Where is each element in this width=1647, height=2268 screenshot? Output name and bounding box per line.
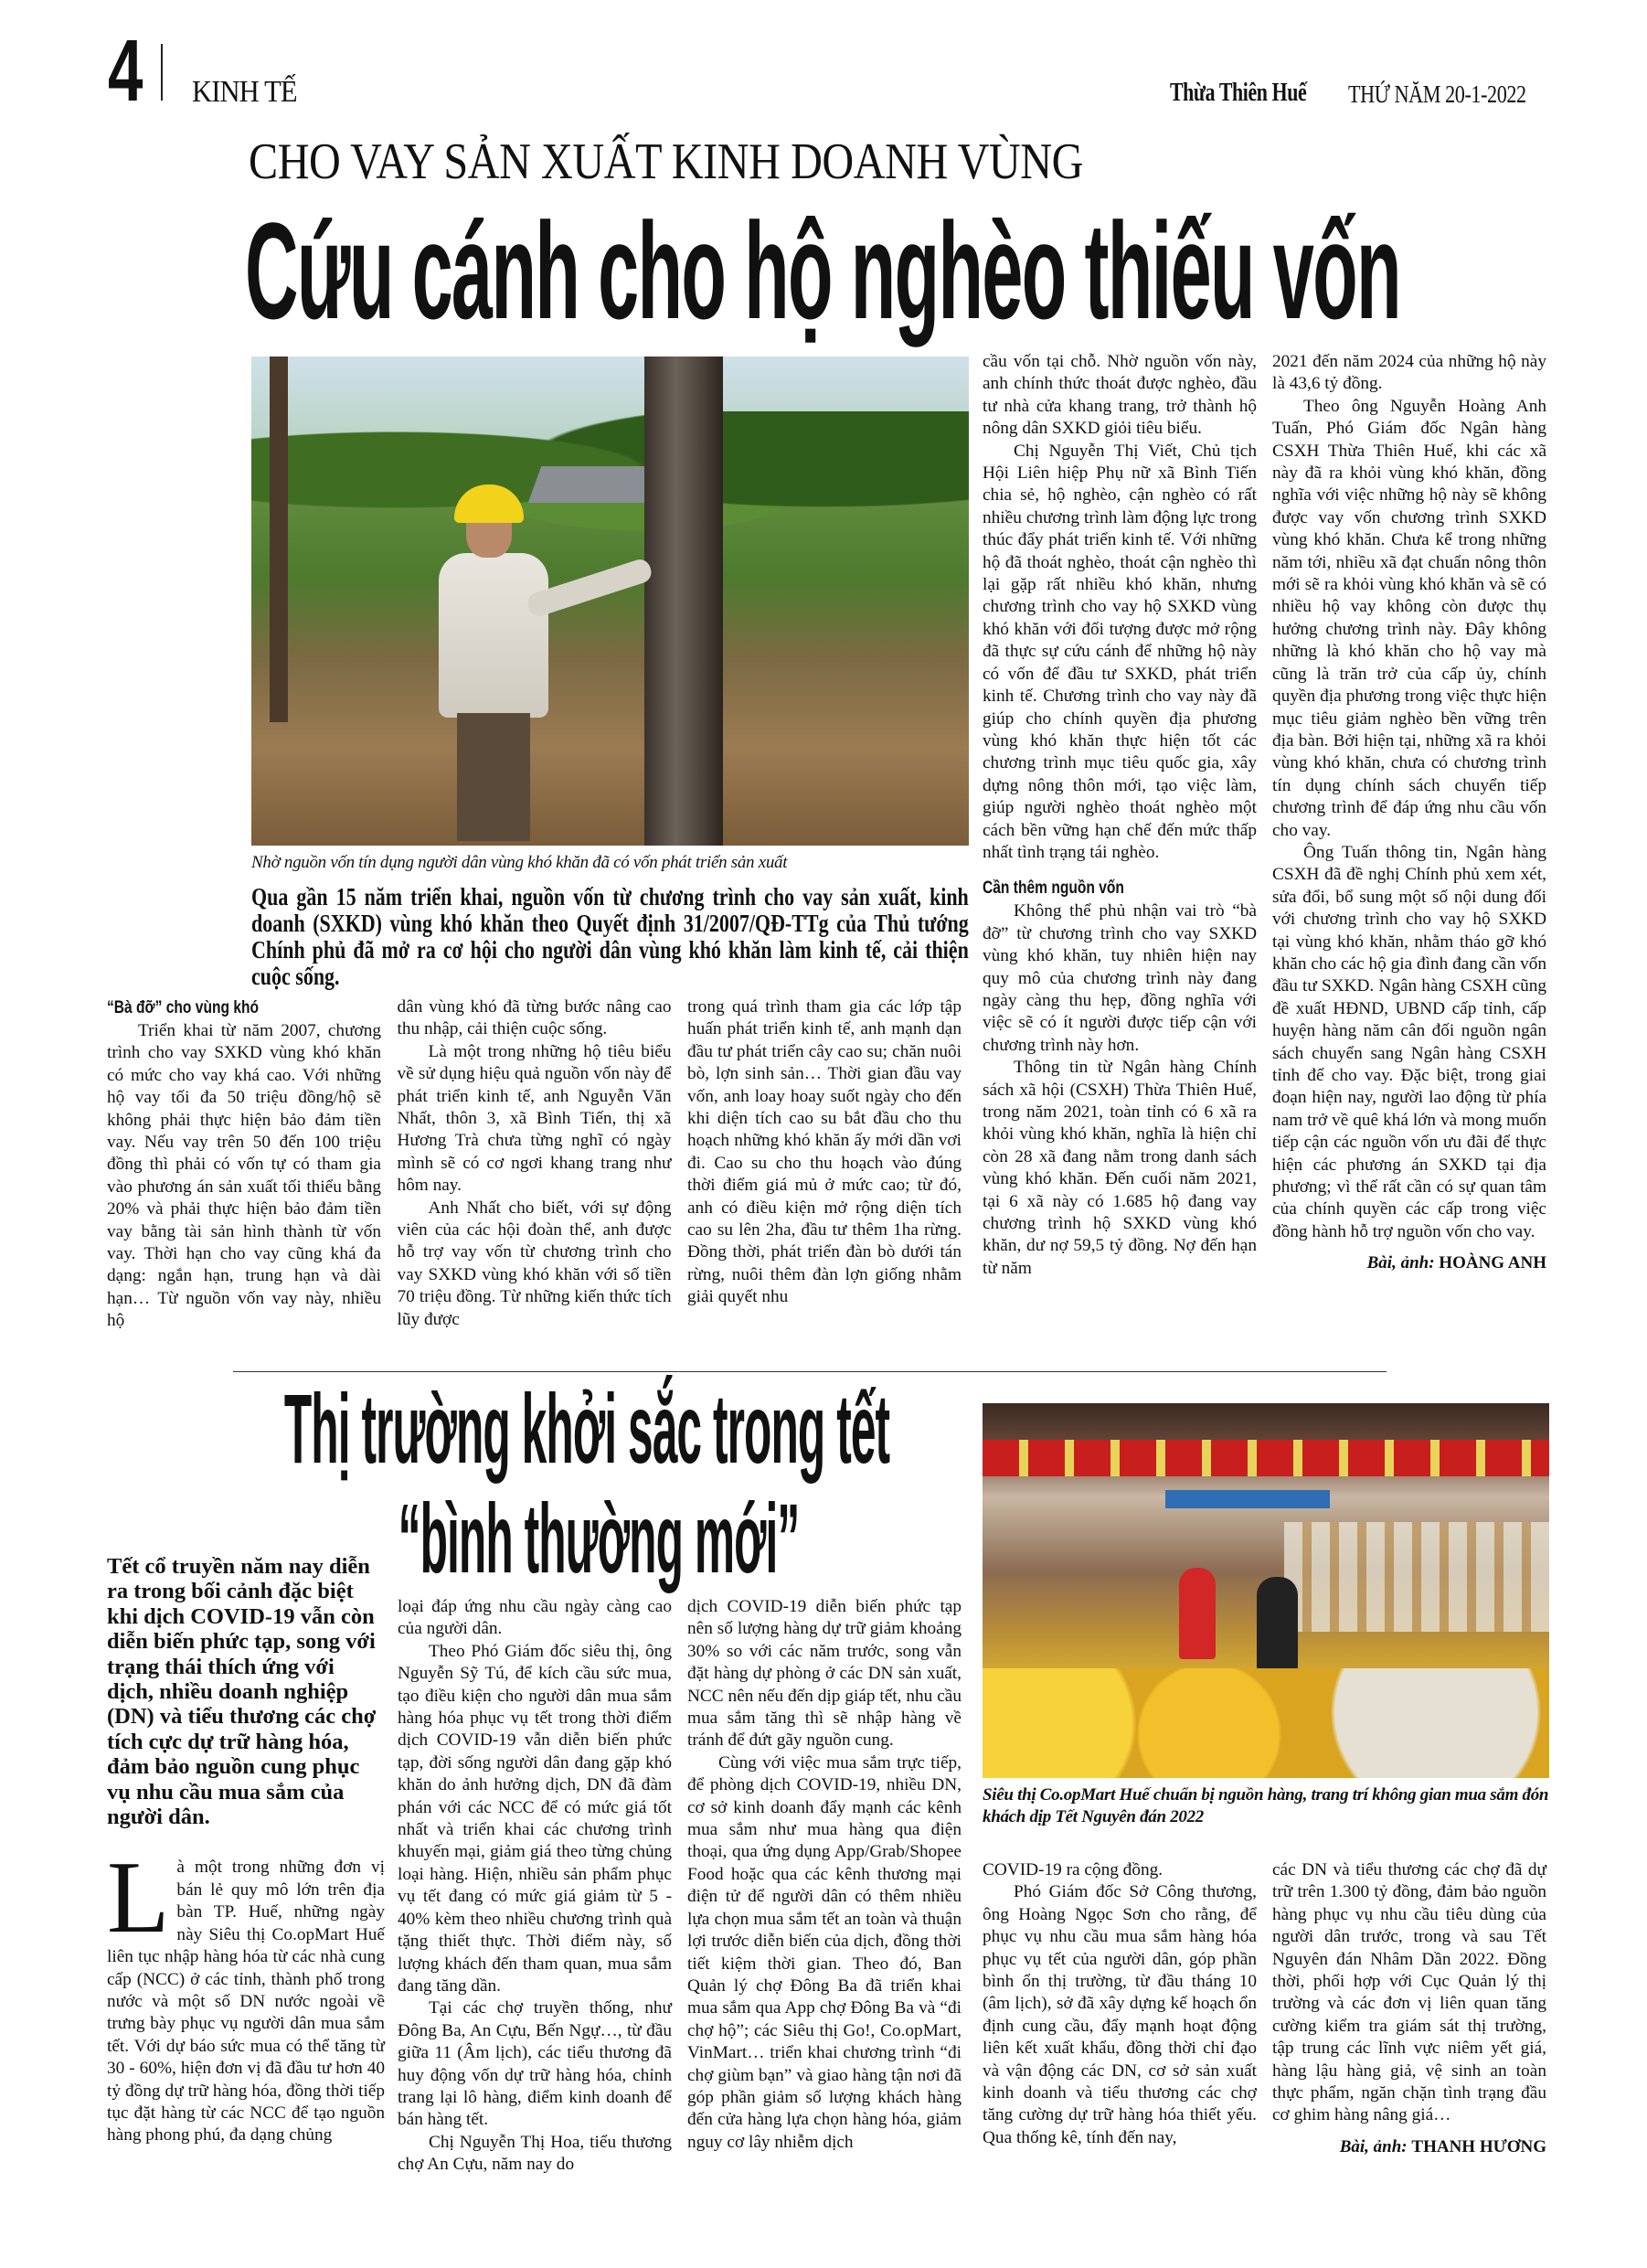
- store-sign: [1165, 1490, 1330, 1508]
- article2-column-3: [687, 1596, 962, 2154]
- page-number: 4: [108, 22, 143, 120]
- drop-cap: L: [107, 1841, 170, 1955]
- article1-photo: [251, 357, 969, 846]
- paragraph: Thông tin từ Ngân hàng Chính sách xã hội (CSXH) Thừa Thiên Huế, trong năm 2021, toàn tỉnh có 6 xã ra khỏi vùng khó khăn, nghĩa là hiện chỉ còn 28 xã đang nằm trong danh sách vùng khó khăn. Đến cuối năm 2021, tại 6 xã này có 1.685 hộ đang vay chương trình hộ SXKD vùng khó khăn, dư nợ 59,5 tỷ đồng. Nợ đến hạn từ năm: [983, 1058, 1257, 1278]
- paragraph: Theo ông Nguyễn Hoàng Anh Tuấn, Phó Giám đốc Ngân hàng CSXH Thừa Thiên Huế, khi các xã này đã ra khỏi vùng khó khăn, đồng nghĩa với việc những hộ này sẽ không được vay vốn chương trình SXKD vùng khó khăn. Chưa kể trong những năm tới, nhiều xã đạt chuẩn nông thôn mới sẽ ra khỏi vùng khó khăn và sẽ có nhiều hộ vay không còn được thụ hưởng chương trình này. Đây không những là khó khăn cho hộ vay mà cũng là trăn trở của cấp ủy, chính quyền địa phương trong việc thực hiện mục tiêu giảm nghèo bền vững trên địa bàn. Bởi hiện tại, những xã ra khỏi vùng khó khăn, chưa có chương trình tín dụng chính sách chuyển tiếp chương trình để đáp ứng nhu cầu vốn cho vay.: [1272, 396, 1546, 840]
- section-name: KINH TẾ: [192, 75, 297, 109]
- article1-column-2: [398, 996, 672, 1333]
- article2-column-5: [1272, 1859, 1546, 2158]
- shopper-red: [1179, 1568, 1216, 1659]
- paragraph: Phó Giám đốc Sở Công thương, ông Hoàng Ngọc Sơn cho rằng, để phục vụ nhu cầu mua sắm hàng hóa phục vụ tết của người dân, góp phần bình ổn thị trường, từ đầu tháng 10 (âm lịch), sở đã xây dựng kế hoạch ổn định cung cầu, đẩy mạnh hoạt động liên kết xuất khẩu, đồng thời chỉ đạo và vận động các DN, cơ sở sản xuất kinh doanh và tiểu thương các chợ tăng cường dự trữ hàng hóa thiết yếu. Qua thống kê, tính đến nay,: [983, 1882, 1257, 2147]
- article1-headline: Cứu cánh cho hộ nghèo thiếu vốn: [245, 194, 1400, 347]
- article1-byline: [1272, 1252, 1546, 1274]
- rubber-tree-trunk: [644, 357, 723, 846]
- masthead-logo: Thừa Thiên Huế: [1170, 79, 1307, 107]
- article2-photo-caption: Siêu thị Co.opMart Huế chuẩn bị nguồn hàng, trang trí không gian mua sắm đón khách dịp Tết Nguyên đán 2022: [983, 1785, 1549, 1826]
- thin-tree: [270, 357, 288, 722]
- paragraph: Tại các chợ truyền thống, như Đông Ba, An Cựu, Bến Ngự…, từ đầu giữa 11 (Âm lịch), các tiểu thương đã huy động vốn dự trữ hàng hóa, chỉnh trang lại lô hàng, điểm kinh doanh để bán hàng tết.: [398, 1998, 672, 2130]
- article1-column-4: [983, 351, 1257, 1280]
- article1-lead: Qua gần 15 năm triển khai, nguồn vốn từ chương trình cho vay sản xuất, kinh doanh (SXKD) vùng khó khăn theo Quyết định 31/2007/QĐ-TTg của Thủ tướng Chính phủ đã mở ra cơ hội cho người dân vùng khó khăn làm kinh tế, cải thiện cuộc sống.: [251, 882, 969, 990]
- subheading: Cần thêm nguồn vốn: [983, 878, 1124, 899]
- article2-headline-line2: “bình thường mới”: [398, 1483, 800, 1593]
- paragraph: Chị Nguyễn Thị Hoa, tiểu thương chợ An Cựu, năm nay do: [398, 2132, 672, 2175]
- article1-photo-caption: Nhờ nguồn vốn tín dụng người dân vùng khó khăn đã có vốn phát triển sản xuất: [251, 853, 788, 872]
- shopper-dark: [1257, 1577, 1298, 1677]
- paragraph: cầu vốn tại chỗ. Nhờ nguồn vốn này, anh chính thức thoát được nghèo, đầu tư nhà cửa khang trang, trở thành hộ nông dân SXKD giỏi tiêu biểu.: [983, 352, 1257, 439]
- article2-headline-line1: Thị trường khởi sắc trong tết: [283, 1373, 890, 1484]
- red-banner: [983, 1440, 1549, 1476]
- fruit-display: [983, 1668, 1549, 1778]
- article1-column-1: [107, 996, 381, 1333]
- header-divider: [161, 44, 163, 101]
- article1-lower-block: [107, 882, 969, 1333]
- worker-legs: [457, 713, 530, 841]
- paragraph: [107, 1841, 385, 2146]
- article2-lead: Tết cổ truyền năm nay diễn ra trong bối cảnh đặc biệt khi dịch COVID-19 vẫn còn diễn biến phức tạp, song với trạng thái thích ứng với dịch, nhiều doanh nghiệp (DN) và tiểu thương các chợ tích cực dự trữ hàng hóa, đảm bảo nguồn cung phục vụ nhu cầu mua sắm của người dân.: [107, 1554, 377, 1830]
- byline-author: HOÀNG ANH: [1439, 1253, 1546, 1273]
- paragraph: các DN và tiểu thương các chợ đã dự trữ trên 1.300 tỷ đồng, đảm bảo nguồn hàng phục vụ nhu cầu tiêu dùng của người dân trước, trong và sau Tết Nguyên đán Nhâm Dần 2022. Đồng thời, phối hợp với Cục Quản lý thị trường và các đơn vị liên quan tăng cường kiểm tra giám sát thị trường, tập trung các lĩnh vực niêm yết giá, hàng lậu hàng giả, vệ sinh an toàn thực phẩm, ngăn chặn tình trạng đầu cơ ghim hàng nâng giá…: [1272, 1860, 1546, 2125]
- paragraph: COVID-19 ra cộng đồng.: [983, 1860, 1164, 1879]
- article2-photo: [983, 1403, 1549, 1778]
- byline-label: Bài, ảnh:: [1366, 1253, 1435, 1273]
- article2-byline: [1272, 2136, 1546, 2158]
- paragraph: Là một trong những hộ tiêu biểu về sử dụng hiệu quả nguồn vốn này để phát triển kinh tế, anh Nguyễn Văn Nhất, thôn 3, xã Bình Tiến, thị xã Hương Trà chưa từng nghĩ có ngày mình sẽ có cơ ngơi khang trang như hôm nay.: [397, 1041, 672, 1196]
- article1-column-3: [687, 996, 962, 1333]
- article2-left-block: [107, 1554, 385, 2147]
- worker-body: [439, 553, 548, 718]
- paragraph: loại đáp ứng nhu cầu ngày càng cao của người dân.: [398, 1597, 672, 1639]
- paragraph: Triển khai từ năm 2007, chương trình cho vay SXKD vùng khó khăn có mức cho vay khá cao. Với những hộ vay tối đa 50 triệu đồng/hộ sẽ không phải thực hiện bảo đảm tiền vay. Nếu vay trên 50 đến 100 triệu đồng thì phải có vốn tự có tham gia vào phương án sản xuất tối thiểu bằng 20% và phải thực hiện bảo đảm tiền vay bằng tài sản hình thành từ vốn vay. Thời hạn cho vay cũng khá đa dạng: ngắn hạn, trung hạn và dài hạn… Từ nguồn vốn vay này, nhiều hộ: [107, 1021, 381, 1331]
- paragraph: Anh Nhất cho biết, với sự động viên của các hội đoàn thể, anh được hỗ trợ vay vốn từ chương trình cho vay SXKD vùng khó khăn với số tiền 70 triệu đồng. Từ những kiến thức tích lũy được: [397, 1198, 672, 1329]
- shelf-goods: [1284, 1522, 1549, 1632]
- article2-column-1: [107, 1841, 385, 2146]
- paragraph: Chị Nguyễn Thị Viết, Chủ tịch Hội Liên hiệp Phụ nữ xã Bình Tiến chia sẻ, hộ nghèo, cận nghèo có rất nhiều chương trình làm động lực trong thúc đẩy phát triển kinh tế. Với những hộ đã thoát nghèo, thoát cận nghèo thì lại gặp rất nhiều khó khăn, nhưng chương trình cho vay hộ SXKD vùng khó khăn với đối tượng được mở rộng đã thực sự cứu cánh để những hộ này có vốn để đầu tư SXKD, phát triển kinh tế. Chương trình cho vay này đã giúp cho chính quyền địa phương vùng khó khăn thực hiện tốt các chương trình mục tiêu quốc gia, xây dựng nông thôn mới, tạo việc làm, giúp người nghèo thoát nghèo một cách bền vững hạn chế đến mức thấp nhất tình trạng tái nghèo.: [983, 441, 1257, 862]
- byline-author: THANH HƯƠNG: [1411, 2136, 1546, 2156]
- paragraph: Không thể phủ nhận vai trò “bà đỡ” từ chương trình cho vay SXKD vùng khó khăn, tuy nhiên hiện nay quy mô của chương trình này đang ngày càng thu hẹp, đồng nghĩa với việc sẽ có ít người được tiếp cận với chương trình này hơn.: [983, 901, 1257, 1055]
- byline-label: Bài, ảnh:: [1339, 2136, 1408, 2156]
- paragraph: Theo Phó Giám đốc siêu thị, ông Nguyễn Sỹ Tú, để kích cầu sức mua, tạo điều kiện cho người dân mua sắm hàng hóa phục vụ tết trong thời điểm dịch COVID-19 vẫn diễn biến phức tạp, đời sống người dân đang gặp khó khăn do ảnh hưởng dịch, DN đã đàm phán với các NCC để có mức giá tốt nhất và triển khai các chương trình khuyến mại, giảm giá theo từng chủng loại hàng. Hiện, nhiều sản phẩm phục vụ tết đang có mức giá giảm từ 5 - 40% kèm theo nhiều chương trình quà tặng thiết thực. Thời điểm này, số lượng khách đến tham quan, mua sắm đang tăng dần.: [398, 1641, 672, 1996]
- article2-column-2: [398, 1596, 672, 2177]
- subheading: “Bà đỡ” cho vùng khó: [107, 998, 260, 1017]
- paragraph-text: à một trong những đơn vị bán lẻ quy mô lớn trên địa bàn TP. Huế, những ngày này Siêu thị Co.opMart Huế liên tục nhập hàng hóa từ các nhà cung cấp (NCC) ở các tỉnh, thành phố trong nước và một số DN nước ngoài về trưng bày phục vụ người dân mua sắm tết. Với dự báo sức mua có thể tăng từ 30 - 60%, hiện đơn vị đã đầu tư hơn 40 tỷ đồng dự trữ hàng hóa, đồng thời tiếp tục đặt hàng từ các NCC để tạo nguồn hàng phong phú, đa dạng chủng: [107, 1858, 385, 2146]
- article1-column-5: [1272, 351, 1546, 1274]
- article1-lower-columns: [107, 996, 966, 1333]
- article1-kicker: CHO VAY SẢN XUẤT KINH DOANH VÙNG: [249, 133, 1083, 190]
- article2-column-4: [983, 1859, 1257, 2149]
- paragraph: Ông Tuấn thông tin, Ngân hàng CSXH đã đề nghị Chính phủ xem xét, sửa đổi, bổ sung một số nội dung đối với chương trình cho vay hộ SXKD tại vùng khó khăn, nhằm tháo gỡ khó khăn cho các hộ gia đình đang cần vốn đầu tư SXKD. Ngân hàng CSXH cũng đề xuất HĐND, UBND cấp tỉnh, cấp huyện hàng năm cân đối nguồn ngân sách chuyển sang Ngân hàng CSXH tỉnh để cho vay. Đặc biệt, trong giai đoạn hiện nay, người lao động từ phía nam trở về quê khá lớn và mong muốn tiếp cận các nguồn vốn ưu đãi để thực hiện các phương án SXKD tại địa phương; vì thế rất cần có sự quan tâm của chính quyền các cấp trong việc đồng hành hỗ trợ nguồn vốn cho vay.: [1272, 842, 1546, 1241]
- paragraph: dịch COVID-19 diễn biến phức tạp nên số lượng hàng dự trữ giảm khoảng 30% so với các năm trước, song vẫn đặt hàng dự phòng ở các DN sản xuất, NCC nên nếu đến dịp giáp tết, nhu cầu mua sắm tăng thì sẽ nhập hàng về tránh để đứt gãy nguồn cung.: [687, 1597, 962, 1751]
- article-divider: [233, 1371, 1387, 1372]
- paragraph: Cùng với việc mua sắm trực tiếp, để phòng dịch COVID-19, nhiều DN, cơ sở kinh doanh đẩy mạnh các kênh mua sắm như mua hàng qua điện thoại, qua ứng dụng App/Grab/Shopee Food hoặc qua các kênh thương mại điện tử để người dân có thêm nhiều lựa chọn mua sắm tết an toàn và thuận lợi trước diễn biến của dịch, đồng thời tiết kiệm thời gian. Theo đó, Ban Quản lý chợ Đông Ba đã triển khai mua sắm qua App chợ Đông Ba và “đi chợ hộ”; các Siêu thị Go!, Co.opMart, VinMart… triển khai chương trình “đi chợ giùm bạn” và giao hàng tận nơi đã góp phần giảm số lượng khách hàng đến cửa hàng lựa chọn hàng hóa, giảm nguy cơ lây nhiễm dịch: [687, 1752, 962, 2152]
- paragraph: dân vùng khó đã từng bước nâng cao thu nhập, cải thiện cuộc sống.: [397, 997, 672, 1039]
- issue-date: THỨ NĂM 20-1-2022: [1348, 80, 1526, 108]
- paragraph: 2021 đến năm 2024 của những hộ này là 43,6 tỷ đồng.: [1272, 352, 1546, 394]
- paragraph: trong quá trình tham gia các lớp tập huấn phát triển kinh tế, anh mạnh dạn đầu tư phát triển cây cao su; chăn nuôi bò, lợn sinh sản… Thời gian đầu vay vốn, anh loay hoay suốt ngày cho đến khi diện tích cao su bắt đầu cho thu hoạch những khó khăn ấy mới dần vơi đi. Cao su cho thu hoạch vào đúng thời điểm giá mủ ở mức cao; từ đó, anh có điều kiện mở rộng diện tích cao su lên 2ha, đầu tư thêm 1ha rừng. Đồng thời, phát triển đàn bò dưới tán rừng, nuôi thêm đàn lợn giống nhằm giải quyết nhu: [687, 997, 962, 1307]
